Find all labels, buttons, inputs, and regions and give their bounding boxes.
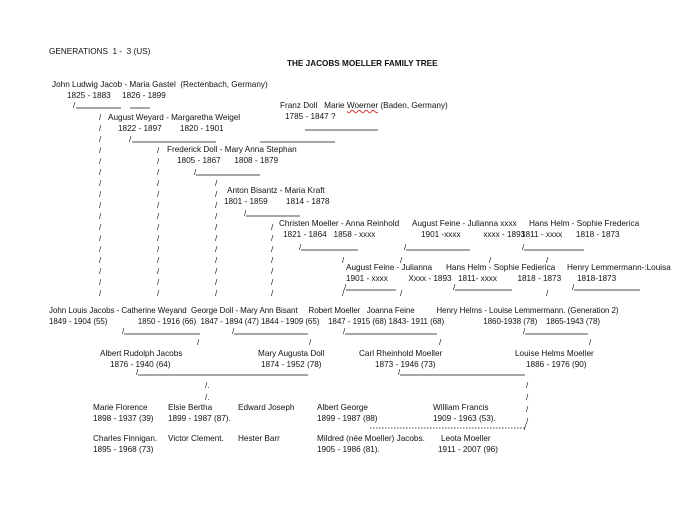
svg-text:/: / <box>129 135 132 144</box>
svg-text:/: / <box>524 423 527 432</box>
svg-text:/: / <box>526 405 529 414</box>
baden-text: (Baden, Germany) <box>378 101 448 110</box>
svg-text:/: / <box>99 124 102 133</box>
svg-text:/: / <box>271 234 274 243</box>
svg-text:/: / <box>157 146 160 155</box>
couple-weyard-weigel: August Weyard - Margaretha Weigel <box>108 113 241 122</box>
svg-text:/: / <box>232 327 235 336</box>
william-francis: William Francis <box>433 403 489 412</box>
svg-text:/: / <box>99 245 102 254</box>
albert-george-dates: 1899 - 1987 (88) <box>317 414 378 423</box>
svg-text:/: / <box>572 283 575 292</box>
svg-text:/: / <box>343 327 346 336</box>
mildred-moeller-jacobs: Mildred (née Moeller) Jacobs. <box>317 434 425 443</box>
svg-text:/: / <box>215 256 218 265</box>
franz-doll-text: Franz Doll Marie <box>280 101 347 110</box>
svg-text:/: / <box>489 256 492 265</box>
svg-text:/: / <box>99 146 102 155</box>
dates-feine-julianna-1: 1901 -xxxx xxxx - 1893 <box>421 230 526 239</box>
svg-text:/: / <box>215 278 218 287</box>
generation-2-dates: 1849 - 1904 (55) 1850 - 1916 (66) 1847 - 1894 (47) 1844 - 1909 (65) 1847 - 1915 (68) 1843- 1911 (68) 1860-1938 (78) 1865-1943 (78) <box>49 317 600 326</box>
william-francis-dates: 1909 - 1963 (53). <box>433 414 496 423</box>
mildred-moeller-jacobs-dates: 1905 - 1986 (81). <box>317 445 380 454</box>
svg-text:/: / <box>157 201 160 210</box>
dates-bisantz-kraft: 1801 - 1859 1814 - 1878 <box>224 197 330 206</box>
couple-feine-julianna-1: August Feine - Julianna xxxx <box>412 219 517 228</box>
generation-2-names: John Louis Jacobs - Catherine Weyand George Doll - Mary Ann Bisant Robert Moeller Joanna Feine Henry Helms - Louise Lemmermann. (Generation 2) <box>49 306 619 315</box>
svg-text:/: / <box>271 245 274 254</box>
svg-text:/: / <box>400 289 403 298</box>
albert-rudolph-jacobs-dates: 1876 - 1940 (64) <box>110 360 171 369</box>
svg-text:/: / <box>526 381 529 390</box>
svg-text:/: / <box>157 157 160 166</box>
svg-text:/: / <box>271 256 274 265</box>
dates-helm-frederica-1: 1811 - xxxx 1818 - 1873 <box>521 230 620 239</box>
svg-text:/: / <box>215 223 218 232</box>
dates-moeller-reinhold: 1821 - 1864 1858 - xxxx <box>283 230 376 239</box>
svg-text:/: / <box>157 256 160 265</box>
svg-text:/: / <box>99 190 102 199</box>
svg-text:/: / <box>439 338 442 347</box>
svg-text:/: / <box>342 256 345 265</box>
generations-label: GENERATIONS 1 - 3 (US) <box>49 47 151 56</box>
edward-joseph: Edward Joseph <box>238 403 295 412</box>
svg-text:/: / <box>99 157 102 166</box>
couple-doll-woerner <box>280 101 448 111</box>
mary-augusta-doll: Mary Augusta Doll <box>258 349 325 358</box>
svg-text:/: / <box>99 234 102 243</box>
albert-rudolph-jacobs: Albert Rudolph Jacobs <box>100 349 183 358</box>
svg-text:/: / <box>215 234 218 243</box>
couple-helm-frederica-1: Hans Helm - Sophie Frederica <box>529 219 640 228</box>
svg-text:/: / <box>157 179 160 188</box>
svg-text:/.: /. <box>205 393 210 402</box>
charles-finnigan: Charles Finnigan. <box>93 434 158 443</box>
svg-text:/: / <box>99 278 102 287</box>
marie-florence: Marie Florence <box>93 403 148 412</box>
svg-text:/: / <box>400 256 403 265</box>
svg-text:/: / <box>526 417 529 426</box>
svg-text:/: / <box>271 267 274 276</box>
woerner-text: Woerner <box>346 101 379 110</box>
marie-florence-dates: 1898 - 1937 (39) <box>93 414 154 423</box>
svg-text:/: / <box>271 289 274 298</box>
couple-doll-stephan: Frederick Doll - Mary Anna Stephan <box>167 145 297 154</box>
mary-augusta-doll-dates: 1874 - 1952 (78) <box>261 360 322 369</box>
louise-helms-moeller: Louise Helms Moeller <box>515 349 594 358</box>
svg-text:/: / <box>157 212 160 221</box>
svg-text:/: / <box>215 289 218 298</box>
svg-text:/: / <box>99 179 102 188</box>
page-title: THE JACOBS MOELLER FAMILY TREE <box>287 59 438 68</box>
dates-weyard-weigel: 1822 - 1897 1820 - 1901 <box>118 124 224 133</box>
svg-text:/: / <box>453 283 456 292</box>
svg-text:/: / <box>342 289 345 298</box>
elsie-bertha-dates: 1899 - 1987 (87). <box>168 414 231 423</box>
dates-doll-stephan: 1805 - 1867 1808 - 1879 <box>177 156 279 165</box>
svg-text:/: / <box>546 256 549 265</box>
svg-text:/: / <box>99 223 102 232</box>
svg-text:/: / <box>215 245 218 254</box>
svg-text:/: / <box>99 201 102 210</box>
svg-text:/: / <box>99 113 102 122</box>
dates-doll-woerner: 1785 - 1847 ? <box>285 112 336 121</box>
dates-feine-julianna-2: 1901 - xxxx Xxxx - 1893 <box>346 274 452 283</box>
svg-text:/: / <box>589 338 592 347</box>
svg-text:/: / <box>99 289 102 298</box>
couple-bisantz-kraft: Anton Bisantz - Maria Kraft <box>227 186 325 195</box>
dates-lemmermann-louisa: 1818-1873 <box>577 274 617 283</box>
charles-finnigan-dates: 1895 - 1968 (73) <box>93 445 154 454</box>
couple-moeller-reinhold: Christen Moeller - Anna Reinhold <box>279 219 400 228</box>
svg-text:/: / <box>398 368 401 377</box>
svg-text:/: / <box>215 190 218 199</box>
dates-helm-fedierica-2: 1811- xxxx 1818 - 1873 <box>458 274 562 283</box>
svg-text:/: / <box>526 393 529 402</box>
svg-text:/: / <box>136 368 139 377</box>
svg-text:/: / <box>73 101 76 110</box>
carl-rheinhold-moeller-dates: 1873 - 1946 (73) <box>375 360 436 369</box>
elsie-bertha: Elsie Bertha <box>168 403 213 412</box>
svg-text:/: / <box>157 245 160 254</box>
svg-text:/: / <box>157 267 160 276</box>
svg-text:/: / <box>215 179 218 188</box>
svg-text:/: / <box>157 278 160 287</box>
svg-text:/: / <box>157 168 160 177</box>
svg-text:/: / <box>215 201 218 210</box>
svg-text:/: / <box>99 267 102 276</box>
leota-moeller-dates: 1911 - 2007 (96) <box>438 445 498 454</box>
svg-text:/: / <box>344 283 347 292</box>
svg-text:/.: /. <box>205 381 210 390</box>
couple-feine-julianna-2: August Feine - Julianna <box>346 263 433 272</box>
couple-lemmermann-louisa: Henry Lemmermann-:Louisa <box>567 263 671 272</box>
victor-clement: Victor Clement. <box>168 434 224 443</box>
svg-text:/: / <box>99 168 102 177</box>
svg-text:/: / <box>99 212 102 221</box>
svg-text:/: / <box>157 223 160 232</box>
couple-helm-fedierica-2: Hans Helm - Sophie Fedierica <box>446 263 556 272</box>
svg-text:/: / <box>197 338 200 347</box>
svg-text:/: / <box>271 223 274 232</box>
svg-text:/: / <box>157 234 160 243</box>
svg-text:/: / <box>546 289 549 298</box>
svg-text:/: / <box>99 135 102 144</box>
albert-george: Albert George <box>317 403 368 412</box>
svg-text:/: / <box>271 278 274 287</box>
svg-text:/: / <box>215 212 218 221</box>
dates-jacob-gastel: 1825 - 1883 1826 - 1899 <box>67 91 166 100</box>
svg-text:/: / <box>523 327 526 336</box>
svg-text:/: / <box>99 256 102 265</box>
svg-text:/: / <box>215 267 218 276</box>
svg-text:/: / <box>122 327 125 336</box>
svg-text:/: / <box>309 338 312 347</box>
svg-text:/: / <box>157 289 160 298</box>
louise-helms-moeller-dates: 1886 - 1976 (90) <box>526 360 587 369</box>
svg-text:/: / <box>157 190 160 199</box>
svg-text:/: / <box>522 243 525 252</box>
svg-text:/: / <box>244 209 247 218</box>
leota-moeller: Leota Moeller <box>441 434 491 443</box>
svg-text:/: / <box>299 243 302 252</box>
couple-jacob-gastel: John Ludwig Jacob - Maria Gastel (Rectenbach, Germany) <box>52 80 268 89</box>
svg-text:/: / <box>194 168 197 177</box>
carl-rheinhold-moeller: Carl Rheinhold Moeller <box>359 349 443 358</box>
svg-text:/: / <box>404 243 407 252</box>
hester-barr: Hester Barr <box>238 434 280 443</box>
